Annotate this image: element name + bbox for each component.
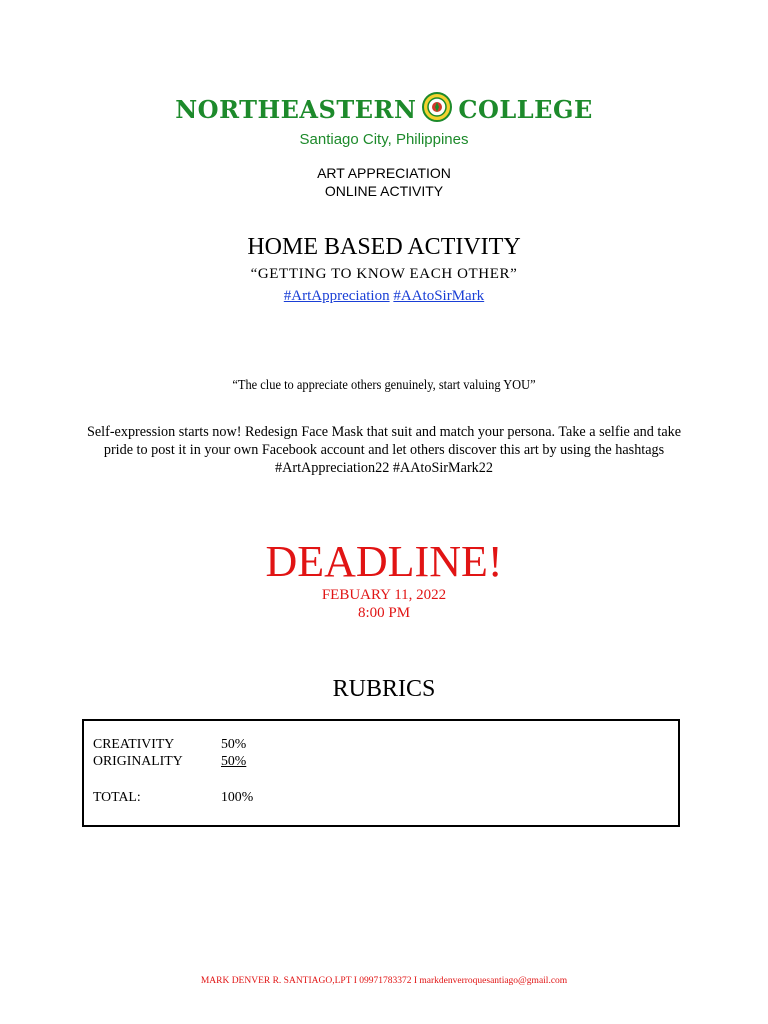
college-header	[0, 92, 768, 127]
deadline-date: FEBUARY 11, 2022	[321, 587, 447, 603]
rubric-label: ORIGINALITY	[93, 753, 183, 768]
college-name-left: NORTHEASTERN	[175, 95, 417, 124]
college-name-right: COLLEGE	[458, 95, 593, 124]
hashtag-artappreciation-link[interactable]: #ArtAppreciation	[283, 288, 390, 304]
college-seal-icon	[422, 92, 452, 127]
deadline-time: 8:00 PM	[357, 605, 411, 621]
rubrics-heading: RUBRICS	[332, 676, 436, 702]
footer-contact: MARK DENVER R. SANTIAGO,LPT I 09971783372 I markdenverroquesantiago@gmail.com	[200, 976, 568, 986]
deadline-heading: DEADLINE!	[265, 537, 503, 586]
rubric-total-label: TOTAL:	[93, 789, 141, 804]
rubrics-box	[82, 719, 680, 827]
course-title: ART APPRECIATION	[317, 165, 451, 181]
instructions-paragraph: Self-expression starts now! Redesign Face Mask that suit and match your persona. Take a selfie and take pride to post it in your own Facebook account and let others discover this art by using the hashtags #ArtAppreciation22 #AAtoSirMark22	[86, 424, 682, 476]
course-subtitle: ONLINE ACTIVITY	[324, 183, 444, 199]
hashtag-aatosirmark-link[interactable]: #AAtoSirMark	[393, 288, 485, 304]
activity-title: HOME BASED ACTIVITY	[247, 234, 521, 260]
rubric-value: 50%	[221, 736, 247, 751]
activity-subtitle: “GETTING TO KNOW EACH OTHER”	[250, 266, 518, 282]
college-location: Santiago City, Philippines	[299, 131, 469, 148]
rubric-total-value: 100%	[221, 789, 254, 804]
rubric-label: CREATIVITY	[93, 736, 175, 751]
hashtag-links	[0, 288, 768, 305]
rubric-value: 50%	[221, 753, 247, 768]
quote: “The clue to appreciate others genuinely, start valuing YOU”	[232, 377, 536, 392]
